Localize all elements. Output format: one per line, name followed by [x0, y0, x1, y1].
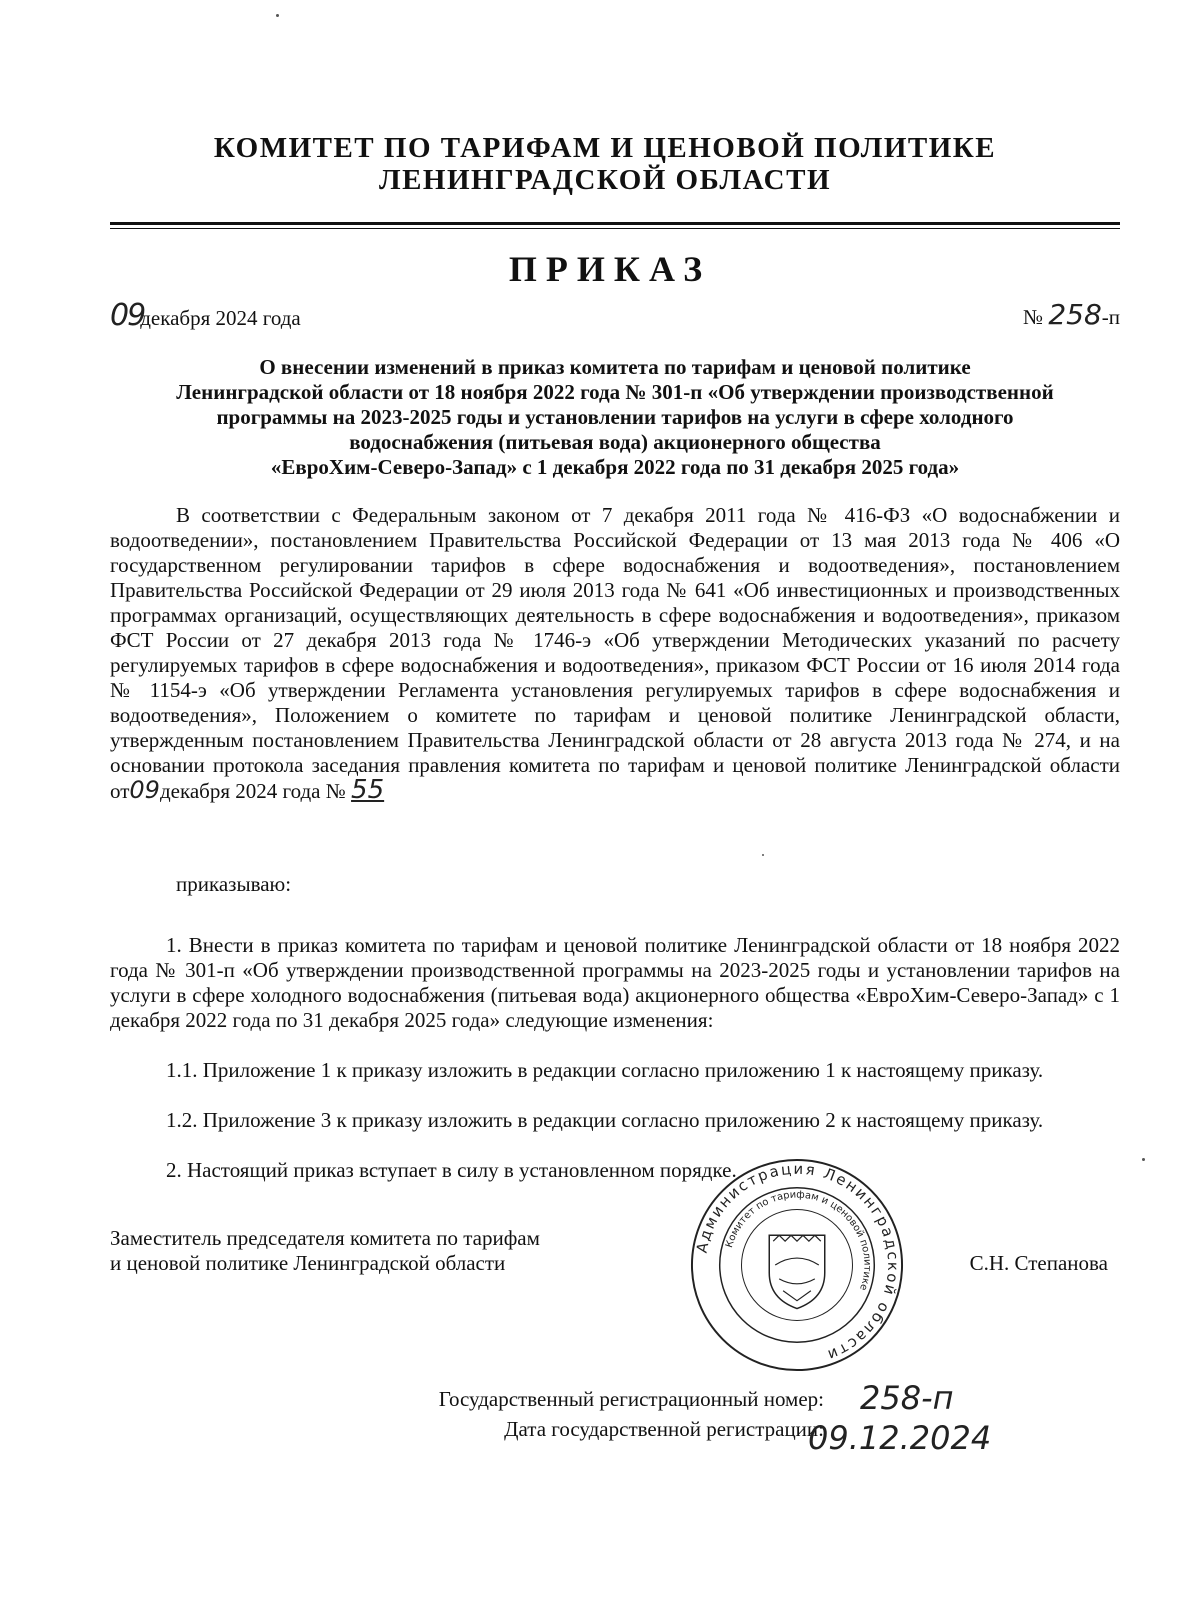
title-line: О внесении изменений в приказ комитета по тарифам и ценовой политике: [259, 355, 971, 379]
position-line-1: Заместитель председателя комитета по тарифам: [110, 1226, 540, 1250]
title-line: «ЕвроХим-Северо-Запад» с 1 декабря 2022 года по 31 декабря 2025 года»: [270, 455, 960, 479]
header-rule-thin: [110, 228, 1120, 229]
item-1-1: 1.1. Приложение 1 к приказу изложить в редакции согласно приложению 1 к настоящему приказу.: [166, 1058, 1044, 1082]
document-type: ПРИКАЗ: [508, 249, 712, 289]
organization-header: [0, 132, 1200, 196]
registration-number-label: Государственный регистрационный номер:: [438, 1387, 824, 1411]
registration-labels: [439, 1384, 824, 1444]
scan-speck: [1142, 1158, 1145, 1161]
preamble-paragraph: [110, 503, 1120, 804]
title-line: Ленинградской области от 18 ноября 2022 года № 301-п «Об утверждении производственной: [176, 380, 1054, 404]
scan-speck: [762, 854, 764, 856]
svg-text:Администрация Ленинградской об: Администрация Ленинградской области: [692, 1159, 903, 1365]
position-line-2: и ценовой политике Ленинградской области: [110, 1251, 506, 1275]
official-seal-stamp: [688, 1156, 906, 1374]
header-rule-thick: [110, 222, 1120, 225]
registration-date-value: 09.12.2024: [808, 1419, 992, 1457]
order-number: [1023, 298, 1120, 331]
order-date: [110, 298, 301, 333]
item-2: 2. Настоящий приказ вступает в силу в установленном порядке.: [166, 1158, 737, 1182]
preamble-text: В соответствии с Федеральным законом от 7 декабря 2011 года № 416-ФЗ «О водоснабжении и водоотведении», постановлением Правительства Российской Федерации от 13 мая 2013 года № 406 «О государственном регулировании тарифов в сфере водоснабжения и водоотведения», постановлением Правительства Российской Федерации от 29 июля 2013 года № 641 «Об инвестиционных и производственных программах организаций, осуществляющих деятельность в сфере водоснабжения и водоотведения», приказом ФСТ России от 27 декабря 2013 года № 1746-э «Об утверждении Методических указаний по расчету регулируемых тарифов в сфере водоснабжения и водоотведения», приказом ФСТ России от 16 июля 2014 года № 1154-э «Об утверждении Регламента установления регулируемых тарифов в сфере водоснабжения и водоотведения», Положением о комитете по тарифам и ценовой политике Ленинградской области, утвержденным постановлением Правительства Ленинградской области от 28 августа 2013 года № 274, и на основании протокола заседания правления комитета по тарифам и ценовой политике Ленинградской области от: [110, 503, 1120, 803]
scan-speck: [276, 14, 279, 17]
number-suffix: -п: [1101, 305, 1120, 329]
handwritten-protocol-number: 55: [351, 775, 385, 805]
document-title: [110, 355, 1120, 480]
org-line-1: КОМИТЕТ ПО ТАРИФАМ И ЦЕНОВОЙ ПОЛИТИКЕ: [213, 132, 997, 164]
order-word: приказываю:: [176, 872, 292, 896]
org-line-2: ЛЕНИНГРАДСКОЙ ОБЛАСТИ: [378, 164, 832, 196]
number-prefix: №: [1023, 305, 1044, 329]
title-line: программы на 2023-2025 годы и установлении тарифов на услуги в сфере холодного: [216, 405, 1014, 429]
preamble-tail: декабря 2024 года №: [159, 779, 346, 803]
signatory-name: С.Н. Степанова: [969, 1251, 1108, 1275]
handwritten-number: 258: [1048, 298, 1102, 331]
registration-date-label: Дата государственной регистрации:: [504, 1417, 824, 1441]
handwritten-protocol-day: 09: [129, 776, 160, 804]
handwritten-day: 09: [110, 298, 145, 333]
registration-number-value: 258-п: [860, 1379, 954, 1417]
registration-values: [808, 1378, 992, 1458]
signatory-position: [110, 1226, 540, 1276]
title-line: водоснабжения (питьевая вода) акционерного общества: [349, 430, 881, 454]
date-text: декабря 2024 года: [140, 306, 301, 330]
svg-text:Комитет по тарифам и ценовой п: Комитет по тарифам и ценовой политике: [723, 1189, 873, 1292]
item-1-2: 1.2. Приложение 3 к приказу изложить в редакции согласно приложению 2 к настоящему приказу.: [166, 1108, 1044, 1132]
item-1: 1. Внести в приказ комитета по тарифам и ценовой политике Ленинградской области от 18 ноября 2022 года № 301-п «Об утверждении производственной программы на 2023-2025 годы и установлении тарифов на услуги в сфере холодного водоснабжения (питьевая вода) акционерного общества «ЕвроХим-Северо-Запад» с 1 декабря 2022 года по 31 декабря 2025 года» следующие изменения:: [110, 933, 1120, 1032]
